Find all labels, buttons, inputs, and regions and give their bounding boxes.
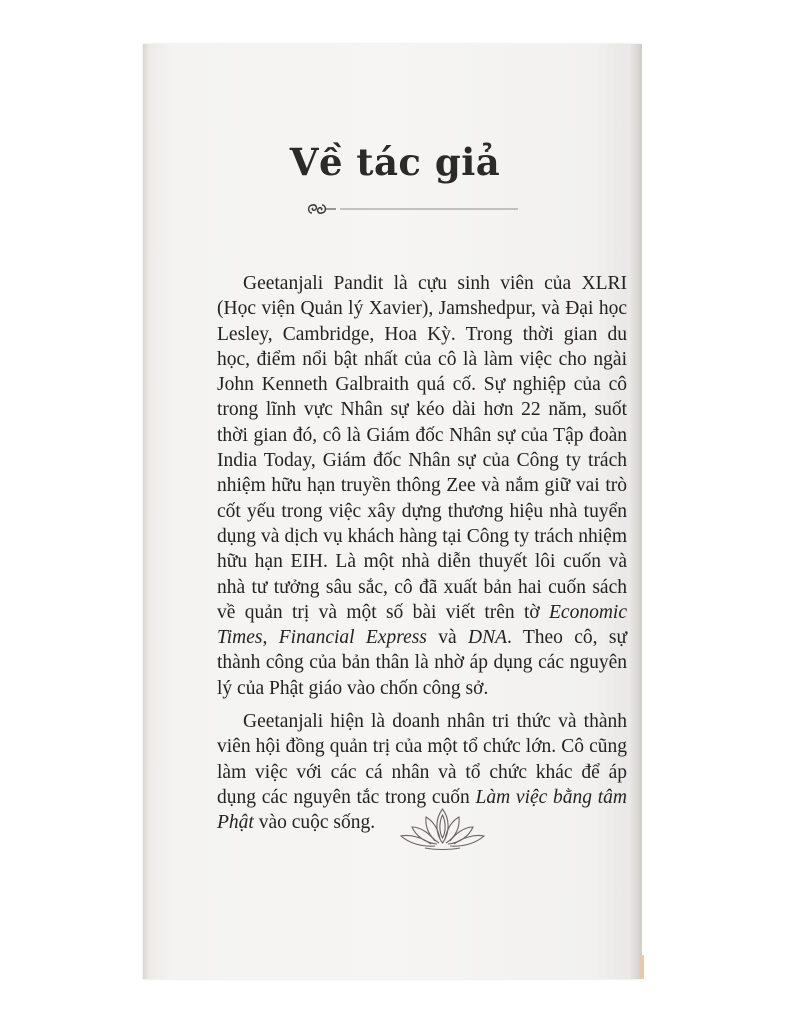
bio-text: Geetanjali hiện là doanh nhân tri thức và thành viên hội đồng quản trị của một tổ chức lớn. Cô cũng làm việc với các cá nhân và tổ chức khác để áp dụng các nguyên tắc trong cuốn — [217, 711, 627, 808]
author-bio — [217, 271, 627, 836]
bio-separator: , — [262, 627, 279, 649]
lotus-icon — [395, 803, 490, 853]
publication-financial-express: Financial Express — [278, 627, 427, 649]
page-right-edge — [628, 44, 642, 979]
bio-text: vào cuộc sống. — [253, 812, 376, 834]
page-corner-tint — [640, 955, 644, 979]
bio-separator: và — [426, 627, 468, 649]
publication-economic-times: Economic Times — [217, 601, 627, 649]
publication-dna: DNA — [467, 627, 507, 649]
book-title: Làm việc bằng tâm Phật — [217, 786, 627, 834]
scroll-divider-icon — [300, 199, 520, 219]
bio-text: Geetanjali Pandit là cựu sinh viên của XLRI (Học viện Quản lý Xavier), Jamshedpur, và Đại học Lesley, Cambridge, Hoa Kỳ. Trong thời gian du học, điểm nổi bật nhất của cô là làm việc cho ngài John Kenneth Galbraith quá cố. Sự nghiệp của cô trong lĩnh vực Nhân sự kéo dài hơn 22 năm, suốt thời gian đó, cô là Giám đốc Nhân sự của Tập đoàn India Today, Giám đốc Nhân sự của Công ty trách nhiệm hữu hạn truyền thông Zee và nắm giữ vai trò cốt yếu trong việc xây dựng thương hiệu nhà tuyển dụng và dịch vụ khách hàng tại Công ty trách nhiệm hữu hạn EIH. Là một nhà diễn thuyết lôi cuốn và nhà tư tưởng sâu sắc, cô đã xuất bản hai cuốn sách về quản trị và một số bài viết trên tờ — [217, 273, 627, 623]
bio-text: . Theo cô, sự thành công của bản thân là nhờ áp dụng các nguyên lý của Phật giáo vào chốn công sở. — [217, 627, 628, 699]
page-title: Về tác giả — [289, 140, 501, 184]
bio-paragraph-1 — [217, 271, 627, 701]
page-left-edge — [143, 44, 149, 979]
